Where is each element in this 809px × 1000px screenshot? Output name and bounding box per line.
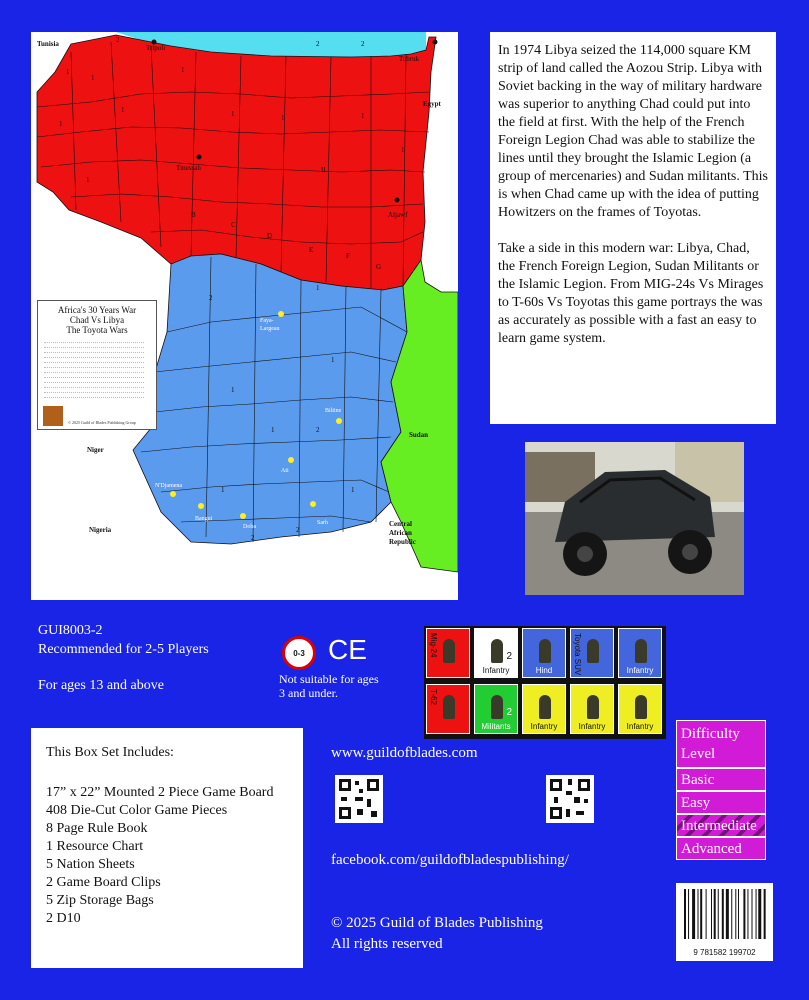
unit-figure-icon — [635, 695, 647, 719]
barcode-bar — [718, 889, 719, 939]
game-piece — [522, 684, 566, 734]
svg-text:1: 1 — [401, 146, 405, 154]
difficulty-title — [676, 720, 766, 768]
barcode — [676, 883, 773, 961]
list-item: 5 Nation Sheets — [46, 857, 135, 872]
dune-buggy-image — [525, 442, 744, 595]
barcode-bar — [747, 889, 748, 939]
box-contents — [31, 728, 303, 968]
svg-text:1: 1 — [66, 68, 70, 76]
legend-title-line-2: Chad Vs Libya — [69, 315, 125, 325]
svg-text:1: 1 — [351, 486, 355, 494]
svg-text:E: E — [309, 246, 314, 254]
box-contents-list — [46, 784, 273, 928]
game-piece — [426, 628, 470, 678]
city-doba: Doba — [243, 524, 256, 530]
game-piece — [618, 684, 662, 734]
legend-title — [38, 305, 156, 335]
label-sudan: Sudan — [409, 431, 429, 439]
city-bangui: Bangui — [195, 516, 213, 522]
unit-figure-icon — [587, 695, 599, 719]
barcode-bar — [692, 889, 695, 939]
svg-text:1: 1 — [231, 386, 235, 394]
svg-text:II: II — [321, 166, 326, 174]
game-piece — [570, 628, 614, 678]
unit-figure-icon — [491, 695, 503, 719]
city-tobruk: Tobruk — [399, 55, 420, 63]
barcode-bar — [731, 889, 732, 939]
barcode-bar — [722, 889, 724, 939]
list-item: 5 Zip Storage Bags — [46, 893, 154, 908]
list-item: 1 Resource Chart — [46, 839, 144, 854]
piece-label: Infantry — [626, 722, 654, 731]
publisher-logo-icon — [43, 406, 63, 426]
age-warning-icon — [282, 636, 316, 670]
svg-text:2: 2 — [251, 534, 255, 542]
svg-text:1: 1 — [221, 486, 225, 494]
piece-label: Mig-24 — [429, 633, 438, 658]
label-car-2: African — [389, 529, 412, 537]
copyright-line-2: All rights reserved — [331, 936, 443, 952]
difficulty-easy: Easy — [676, 791, 766, 814]
label-car-3: Republic — [389, 538, 416, 546]
svg-text:D: D — [267, 232, 273, 240]
age-warning-text — [279, 672, 379, 700]
legend-title-line-3: The Toyota Wars — [66, 325, 128, 335]
svg-text:C: C — [231, 221, 236, 229]
ce-mark-icon: CE — [328, 634, 367, 665]
piece-label: Infantry — [530, 722, 558, 731]
svg-text:F: F — [346, 252, 350, 260]
difficulty-basic: Basic — [676, 768, 766, 791]
city-sarh: Sarh — [317, 520, 328, 526]
barcode-bar — [698, 889, 699, 939]
legend-table — [38, 339, 156, 398]
game-piece — [426, 684, 470, 734]
list-item: 2 D10 — [46, 911, 81, 926]
svg-text:1: 1 — [316, 284, 320, 292]
qr-code-facebook-icon[interactable] — [546, 775, 594, 823]
game-piece — [522, 628, 566, 678]
city-tripoli: Tripoli — [146, 44, 166, 52]
facebook-link[interactable]: facebook.com/guildofbladespublishing/ — [331, 852, 569, 868]
piece-label: Militants — [481, 722, 511, 731]
age-recommendation: For ages 13 and above — [38, 678, 164, 693]
svg-text:1: 1 — [231, 110, 235, 118]
barcode-bar — [684, 889, 686, 939]
svg-text:1: 1 — [331, 356, 335, 364]
unit-figure-icon — [491, 639, 503, 663]
city-ati: Ati — [281, 468, 289, 474]
difficulty-title-line-1: Difficulty — [681, 726, 740, 742]
list-item: 2 Game Board Clips — [46, 875, 161, 890]
svg-text:2: 2 — [116, 36, 120, 44]
player-count: Recommended for 2-5 Players — [38, 642, 209, 657]
difficulty-level — [676, 720, 766, 860]
unit-figure-icon — [443, 695, 455, 719]
product-code: GUI8003-2 — [38, 623, 103, 638]
game-map — [31, 32, 458, 600]
barcode-bar — [711, 889, 712, 939]
piece-label: Infantry — [482, 666, 510, 675]
libya-region — [37, 35, 436, 290]
barcode-bar — [764, 889, 766, 939]
age-warning-line-2: 3 and under. — [279, 686, 338, 700]
description-box — [490, 32, 776, 424]
label-tunisia: Tunisia — [37, 40, 59, 48]
svg-text:G: G — [376, 263, 382, 271]
svg-text:2: 2 — [316, 40, 320, 48]
unit-figure-icon — [635, 639, 647, 663]
piece-label: Infantry — [578, 722, 606, 731]
age-warning-line-1: Not suitable for ages — [279, 672, 379, 686]
unit-figure-icon — [539, 695, 551, 719]
svg-text:2: 2 — [209, 294, 213, 302]
legend-copyright: © 2025 Guild of Blades Publishing Group — [68, 420, 136, 425]
svg-text:1: 1 — [86, 176, 90, 184]
svg-text:1: 1 — [181, 66, 185, 74]
box-contents-title: This Box Set Includes: — [46, 745, 174, 760]
city-tmessah: Tmessah — [176, 164, 201, 172]
barcode-bar — [738, 889, 739, 939]
svg-text:2: 2 — [296, 526, 300, 534]
svg-text:1: 1 — [361, 112, 365, 120]
difficulty-advanced: Advanced — [676, 837, 766, 860]
piece-number: 2 — [506, 651, 512, 662]
piece-label: Toyota SUV — [573, 633, 582, 676]
unit-figure-icon — [587, 639, 599, 663]
vehicle-photo — [525, 442, 744, 595]
piece-label: Infantry — [626, 666, 654, 675]
city-ndjamena: N'Djamena — [155, 483, 183, 489]
barcode-bar — [743, 889, 745, 939]
piece-number: 2 — [506, 707, 512, 718]
barcode-bars-icon — [676, 883, 773, 943]
list-item: 8 Page Rule Book — [46, 821, 148, 836]
piece-label: T-62 — [429, 689, 438, 706]
svg-text:1: 1 — [271, 426, 275, 434]
label-car-1: Central — [389, 520, 412, 528]
city-biltine: Biltine — [325, 408, 342, 414]
unit-figure-icon — [443, 639, 455, 663]
game-piece — [474, 684, 518, 734]
svg-text:2: 2 — [361, 40, 365, 48]
barcode-bar — [756, 889, 757, 939]
barcode-bar — [714, 889, 716, 939]
barcode-bar — [688, 889, 689, 939]
description-paragraph-1: In 1974 Libya seized the 114,000 square KM strip of land called the Aozou Strip. Libya with Soviet backing in the way of military hardware was superior to anything Chad could put into the field at first. With the help of the French Foreign Legion Chad was able to stabilize the lines until they brought the Islamic Legion (a group of mercenaries) and Sudan militants. This is when Chad came up with the idea of putting Howitzers on the frames of Toyotas. — [498, 43, 768, 220]
difficulty-intermediate: Intermediate — [676, 814, 766, 837]
description-paragraph-2: Take a side in this modern war: Libya, Chad, the French Foreign Legion, Sudan Militants or the Islamic Legion. From MIG-24s Vs Mirages to T-60s Vs Toyotas this game portrays the was as accurately as possible with a fast an easy to learn game system. — [498, 241, 764, 346]
barcode-bar — [726, 889, 729, 939]
svg-text:2: 2 — [316, 426, 320, 434]
svg-text:B: B — [191, 211, 196, 219]
game-piece — [474, 628, 518, 678]
barcode-bar — [752, 889, 753, 939]
map-legend — [37, 300, 157, 430]
svg-text:1: 1 — [281, 114, 285, 122]
list-item: 408 Die-Cut Color Game Pieces — [46, 803, 228, 818]
game-pieces-sample — [424, 626, 666, 739]
piece-label: Hind — [535, 666, 553, 675]
label-egypt: Egypt — [423, 100, 441, 108]
age-warning-label: 0-3 — [293, 649, 305, 658]
svg-text:1: 1 — [91, 74, 95, 82]
city-faya-2: Largeau — [260, 326, 280, 332]
barcode-bar — [706, 889, 707, 939]
svg-text:1: 1 — [59, 120, 63, 128]
barcode-bar — [758, 889, 761, 939]
game-piece — [570, 684, 614, 734]
website-link[interactable]: www.guildofblades.com — [331, 745, 478, 761]
label-nigeria: Nigeria — [89, 526, 112, 534]
barcode-number: 9 781582 199702 — [693, 948, 756, 957]
list-item: 17” x 22” Mounted 2 Piece Game Board — [46, 785, 274, 800]
game-piece — [618, 628, 662, 678]
unit-figure-icon — [539, 639, 551, 663]
barcode-bar — [735, 889, 736, 939]
legend-title-line-1: Africa's 30 Years War — [57, 305, 137, 315]
svg-text:1: 1 — [121, 106, 125, 114]
city-faya-1: Faya- — [260, 318, 274, 324]
label-niger: Niger — [87, 446, 104, 454]
copyright-line-1: © 2025 Guild of Blades Publishing — [331, 915, 543, 931]
barcode-bar — [700, 889, 702, 939]
city-aljawf: Aljawf — [388, 211, 408, 219]
qr-code-website-icon[interactable] — [335, 775, 383, 823]
difficulty-title-line-2: Level — [681, 746, 716, 762]
